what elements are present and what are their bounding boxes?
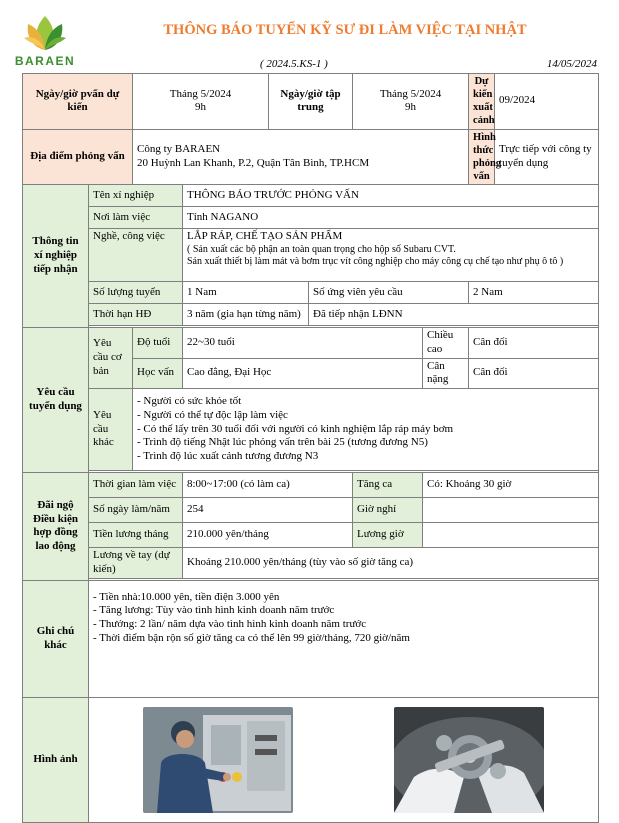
document-code: ( 2024.5.KS-1 ) [260, 58, 328, 70]
logo-text: BARAEN [14, 54, 76, 68]
interview-form-value: Trực tiếp với công ty tuyển dụng [495, 129, 599, 185]
candidates-value: 2 Nam [469, 282, 599, 304]
requirements-section-label: Yêu cầu tuyển dụng [23, 328, 89, 473]
rest-value [423, 498, 599, 523]
rest-label: Giờ nghỉ [353, 498, 423, 523]
company-address: 20 Huỳnh Lan Khanh, P.2, Quận Tân Bình, TP.HCM [137, 156, 370, 169]
quantity-row [23, 282, 599, 304]
benefits-section-label: Đãi ngộ Điều kiện hợp đồng lao động [23, 473, 89, 581]
list-item: - Người có thể tự độc lập làm việc [137, 408, 288, 421]
salary-row [23, 523, 599, 548]
hourly-label: Lương giờ [353, 523, 423, 548]
education-value: Cao đẳng, Đại Học [183, 358, 423, 389]
list-item: - Có thể lấy trên 30 tuổi đối với người có kinh nghiệm lắp ráp máy bơm [137, 422, 454, 435]
job-description-line-1: ( Sản xuất các bộ phận an toàn quan trọng cho hộp số Subaru CVT. [187, 243, 456, 255]
gather-hour: 9h [405, 101, 417, 114]
job-description-line-2: Sản xuất thiết bị làm mát và bơm trục vít công nghiệp cho máy công cụ chế tạo như phụ ô tô ) [187, 256, 564, 268]
quantity-label: Số lượng tuyển [89, 282, 183, 304]
ldnn-note: Đã tiếp nhận LĐNN [309, 304, 599, 326]
overtime-label: Tăng ca [353, 473, 423, 498]
factory-worker-photo [143, 707, 293, 813]
interview-time-value [133, 74, 269, 130]
list-item: - Tăng lương: Tùy vào tình hình kinh doanh năm trước [93, 604, 335, 617]
hours-value: 8:00~17:00 (có làm ca) [183, 473, 353, 498]
list-item: - Thời điểm bận rộn số giờ tăng ca có thể lên 99 giờ/tháng, 720 giờ/năm [93, 631, 410, 644]
age-value: 22~30 tuổi [183, 328, 423, 359]
height-label: Chiều cao [423, 328, 469, 359]
work-place-value: Tỉnh NAGANO [183, 207, 599, 229]
list-item: - Người có sức khỏe tốt [137, 395, 242, 408]
net-salary-row [23, 548, 599, 579]
list-item: - Trình độ lúc xuất cảnh tương đương N3 [137, 450, 319, 463]
salary-value: 210.000 yên/tháng [183, 523, 353, 548]
list-item: - Trình độ tiếng Nhật lúc phỏng vấn trên bài 25 (tương đương N5) [137, 436, 428, 449]
education-label: Học vấn [133, 358, 183, 389]
hours-row [23, 473, 599, 498]
images-cell [89, 697, 599, 822]
notes-list [89, 580, 599, 697]
net-salary-label: Lương về tay (dự kiến) [89, 548, 183, 579]
interview-month: Tháng 5/2024 [169, 87, 232, 100]
job-row [23, 229, 599, 282]
departure-label: Dự kiến xuất cảnh [469, 74, 495, 130]
days-label: Số ngày làm/năm [89, 498, 183, 523]
other-requirements-row [23, 389, 599, 471]
age-label: Độ tuổi [133, 328, 183, 359]
work-place-label: Nơi làm việc [89, 207, 183, 229]
net-salary-value: Khoảng 210.000 yên/tháng (tùy vào số giờ tăng ca) [183, 548, 599, 579]
contract-label: Thời hạn HĐ [89, 304, 183, 326]
company-name-row [23, 185, 599, 207]
location-row [23, 129, 599, 185]
list-item: - Thưởng: 2 lần/ năm dựa vào tình hình kinh doanh năm trước [93, 618, 367, 630]
job-label: Nghề, công việc [89, 229, 183, 282]
company-name-value: THÔNG BÁO TRƯỚC PHỎNG VẤN [183, 185, 599, 207]
company-info-section-label: Thông tin xí nghiệp tiếp nhận [23, 185, 89, 328]
job-value [183, 229, 599, 282]
height-value: Cân đối [469, 328, 599, 359]
candidates-label: Số ứng viên yêu cầu [309, 282, 469, 304]
hours-label: Thời gian làm việc [89, 473, 183, 498]
gather-time-label: Ngày/giờ tập trung [269, 74, 353, 130]
contract-value: 3 năm (gia hạn từng năm) [183, 304, 309, 326]
company-logo [14, 12, 76, 68]
days-value: 254 [183, 498, 353, 523]
basic-requirements-label: Yêu cầu cơ bản [89, 328, 133, 389]
departure-value: 09/2024 [495, 74, 599, 130]
company-name-label: Tên xí nghiệp [89, 185, 183, 207]
gather-time-value [353, 74, 469, 130]
interview-time-label: Ngày/giờ pvấn dự kiến [23, 74, 133, 130]
gather-month: Tháng 5/2024 [379, 87, 442, 100]
notes-row [23, 580, 599, 697]
machine-part-photo [394, 707, 544, 813]
images-row [23, 697, 599, 822]
interview-form-label: Hình thức phỏng vấn [469, 129, 495, 185]
weight-label: Cân nặng [423, 358, 469, 389]
recruitment-form [22, 73, 599, 823]
interview-row [23, 74, 599, 130]
overtime-value: Có: Khoảng 30 giờ [423, 473, 599, 498]
other-requirements-list [133, 389, 599, 471]
logo-leaf-icon [22, 12, 68, 52]
weight-value: Cân đối [469, 358, 599, 389]
salary-label: Tiền lương tháng [89, 523, 183, 548]
hourly-value [423, 523, 599, 548]
document-date: 14/05/2024 [546, 58, 597, 70]
quantity-value: 1 Nam [183, 282, 309, 304]
images-section-label: Hình ảnh [23, 697, 89, 822]
other-requirements-label: Yêu cầu khác [89, 389, 133, 471]
page-title: THÔNG BÁO TUYỂN KỸ SƯ ĐI LÀM VIỆC TẠI NHẬT [163, 22, 527, 38]
location-value [133, 129, 469, 185]
list-item: - Tiền nhà:10.000 yên, tiền điện 3.000 yên [93, 590, 280, 603]
interview-hour: 9h [195, 101, 206, 114]
notes-section-label: Ghi chú khác [23, 580, 89, 697]
days-row [23, 498, 599, 523]
location-label: Địa điểm phỏng vấn [23, 129, 133, 185]
job-title: LẮP RÁP, CHẾ TẠO SẢN PHẨM [187, 230, 343, 242]
work-place-row [23, 207, 599, 229]
company-name: Công ty BARAEN [137, 143, 221, 155]
age-row [23, 328, 599, 359]
contract-row [23, 304, 599, 326]
